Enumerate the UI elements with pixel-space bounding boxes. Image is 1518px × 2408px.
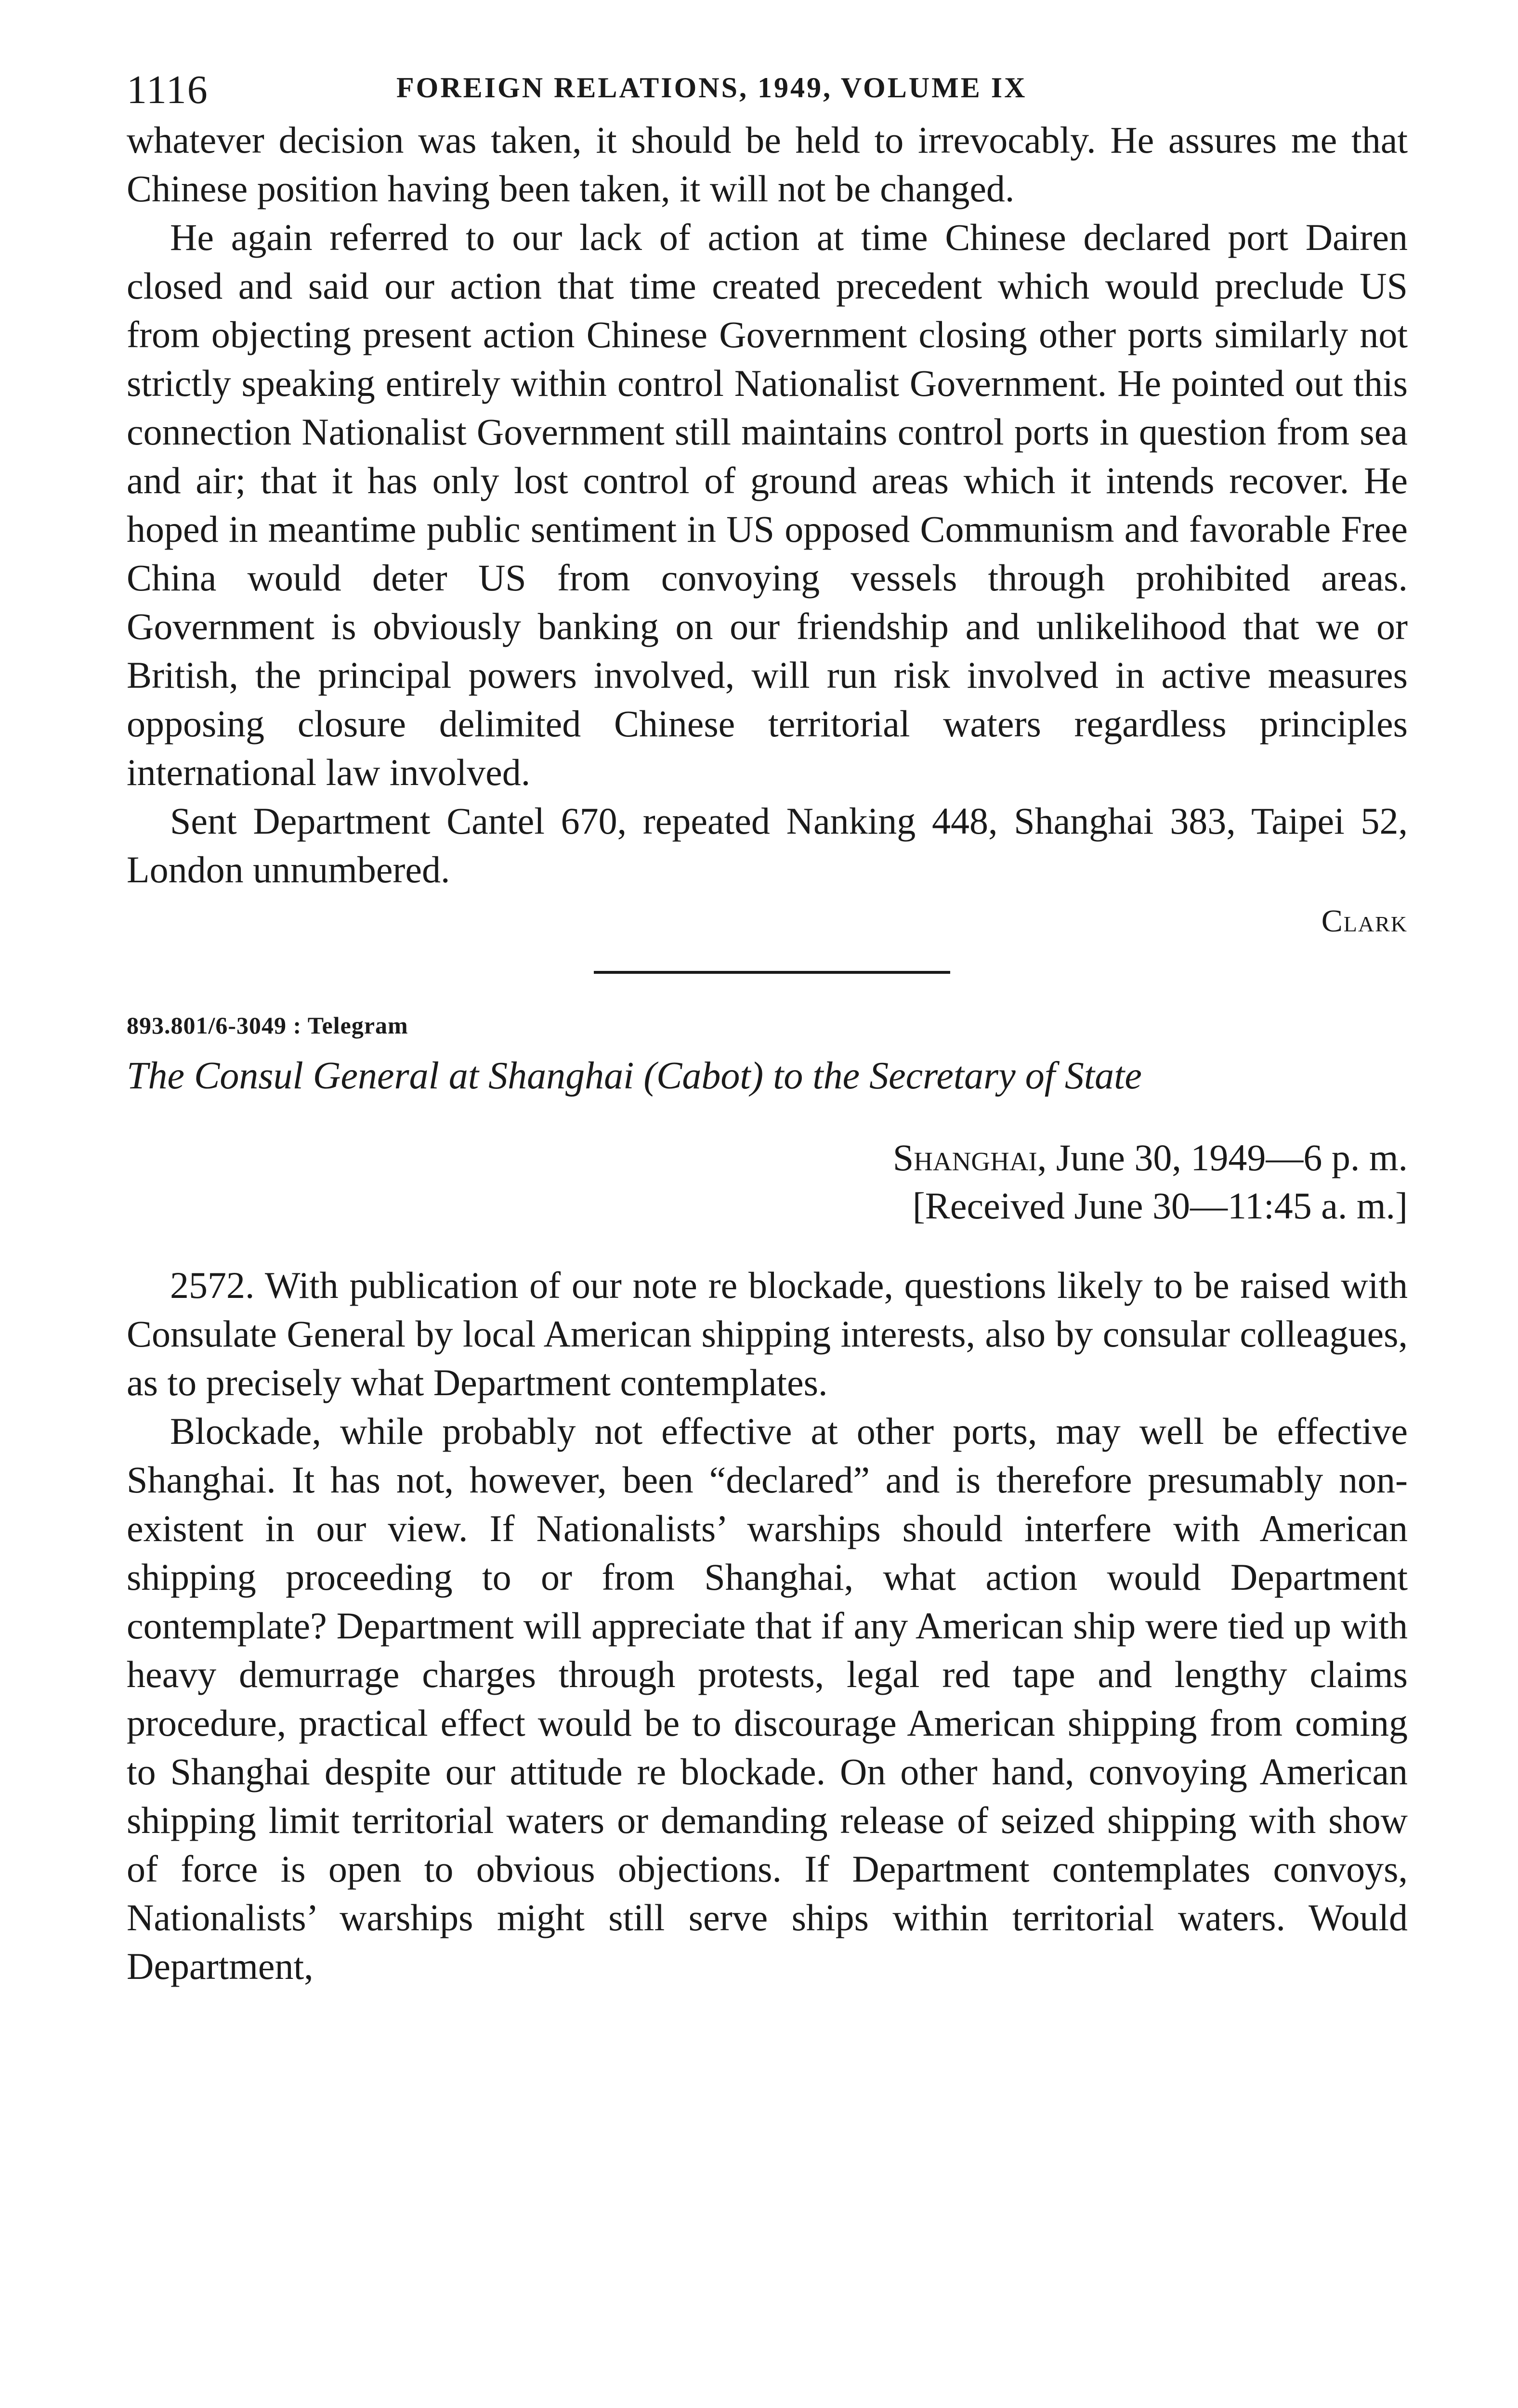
- received-line: [Received June 30—11:45 a. m.]: [912, 1185, 1408, 1227]
- telegram-paragraph: Blockade, while probably not effective at other ports, may well be effective Shanghai. It has not, however, been “declared” and is therefore presumably non-existent in our view. If Nationalists’ warships should interfere with American shipping proceeding to or from Shanghai, what action would Department contemplate? Department will appreciate that if any American ship were tied up with heavy demurrage charges through protests, legal red tape and lengthy claims procedure, practical effect would be to discourage American shipping from coming to Shanghai despite our attitude re blockade. On other hand, convoying American shipping limit territorial waters or demanding release of seized shipping with show of force is open to obvious objections. If Department contemplates convoys, Nationalists’ warships might still serve ships within territorial waters. Would Department,: [127, 1410, 1408, 1987]
- dateline-place: Shanghai,: [892, 1137, 1047, 1178]
- telegram-paragraph: 2572. With publication of our note re blockade, questions likely to be raised with Consulate General by local American shipping interests, also by consular colleagues, as to precisely what Department contemplates.: [127, 1264, 1408, 1403]
- dateline: [127, 1134, 1408, 1182]
- body-paragraph: He again referred to our lack of action at time Chinese declared port Dairen closed and said our action that time created precedent which would preclude US from objecting present action Chinese Government closing other ports similarly not strictly speaking entirely within control Nationalist Government. He pointed out this connection Nationalist Government still maintains control ports in question from sea and air; that it has only lost control of ground areas which it intends recover. He hoped in meantime public sentiment in US opposed Communism and favorable Free China would deter US from convoying vessels through prohibited areas. Government is obviously banking on our friendship and unlikelihood that we or British, the principal powers involved, will run risk involved in active measures opposing closure delimited Chinese territorial waters regardless principles international law involved.: [127, 216, 1408, 793]
- running-title: FOREIGN RELATIONS, 1949, VOLUME IX: [396, 72, 1027, 104]
- document-page: [127, 58, 1408, 1990]
- file-reference: 893.801/6-3049 : Telegram: [127, 1012, 408, 1039]
- running-head: [127, 58, 1408, 116]
- document-title: The Consul General at Shanghai (Cabot) to the Secretary of State: [127, 1055, 1142, 1097]
- dateline-date: June 30, 1949—6 p. m.: [1056, 1137, 1408, 1178]
- page-number: 1116: [127, 67, 209, 112]
- continuation-paragraph: whatever decision was taken, it should be held to irrevocably. He assures me that Chinese position having been taken, it will not be changed.: [127, 119, 1408, 209]
- section-divider: [594, 971, 950, 974]
- distribution-paragraph: Sent Department Cantel 670, repeated Nanking 448, Shanghai 383, Taipei 52, London unnumbered.: [127, 800, 1408, 890]
- dateline-block: [127, 1134, 1408, 1230]
- signature-clark: Clark: [1321, 903, 1408, 939]
